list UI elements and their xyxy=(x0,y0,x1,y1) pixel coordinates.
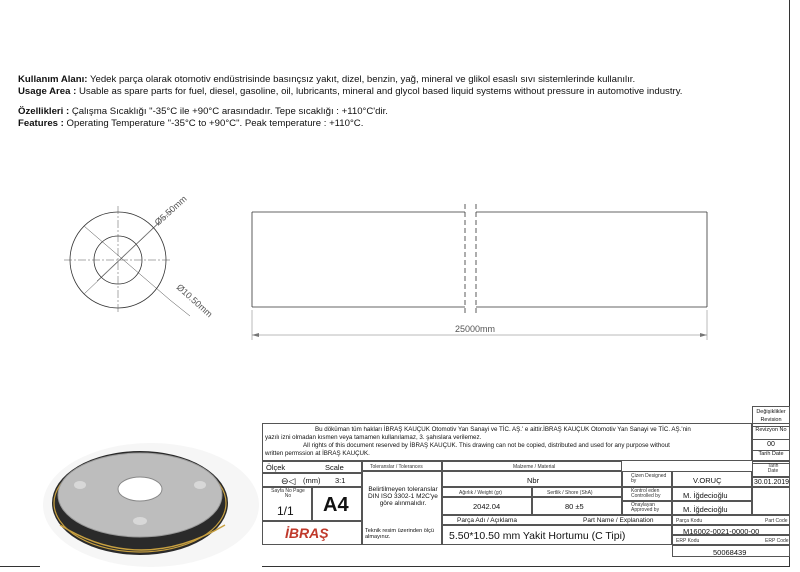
logo-cell xyxy=(262,521,362,545)
shore-cell: 80 ±5 xyxy=(532,497,622,515)
length-label: 25000mm xyxy=(455,324,496,334)
part-code-header: Parça Kodu Part Code xyxy=(672,515,790,525)
company-logo: İBRAŞ xyxy=(285,525,329,541)
page-cell: Sayfa No Page No 1/1 xyxy=(262,487,312,521)
part-name-cell xyxy=(442,525,672,545)
revision-date-label: Tarih Date xyxy=(752,451,790,464)
outer-diameter-label: Ø10.50mm xyxy=(174,282,215,320)
scale-values: ⊖◁ (mm) 3:1 xyxy=(262,473,362,487)
revision-no-cell xyxy=(752,423,790,461)
hose-section-view xyxy=(64,194,214,320)
tolerances-header: Toleranslar / Tolerances xyxy=(362,461,442,471)
erp-code: 50068439 xyxy=(713,548,747,557)
features-en-text: Operating Temperature "-35°C to +90°C". Peak temperature : +110°C. xyxy=(63,118,364,129)
usage-tr-text: Yedek parça olarak otomotiv endüstrisinde basınçsız yakıt, dizel, benzin, yağ, mineral ve glikol esaslı sıvı sistemlerinde kullanılır. xyxy=(87,74,636,85)
usage-tr-label: Kullanım Alanı: xyxy=(18,74,88,85)
scale-header: Ölçek Scale xyxy=(262,461,362,473)
blank-rev-cell xyxy=(752,487,790,515)
date-label-cell: Tarih Date xyxy=(752,461,790,477)
approved-cell: M. İğdecioğlu xyxy=(672,501,752,515)
weight-cell: 2042.04 xyxy=(442,497,532,515)
erp-cell xyxy=(672,545,790,557)
part-code: M16002-0021-0000-00 xyxy=(683,527,760,535)
drawn-label: Çizen Designed by xyxy=(622,471,672,487)
revision-header: Değişiklikler Revision xyxy=(752,406,790,427)
material-header: Malzeme / Material xyxy=(442,461,622,471)
features-en-label: Features : xyxy=(18,118,64,129)
usage-en-label: Usage Area : xyxy=(18,86,77,97)
part-name-header: Parça Adı / Açıklama Part Name / Explanation xyxy=(442,515,672,525)
revision-no-label: Revizyon No xyxy=(752,427,790,440)
paper-size-cell: A4 xyxy=(312,487,362,521)
revision-no: 00 xyxy=(752,440,790,451)
product-photo xyxy=(40,425,262,567)
copyright-notice: Bu döküman tüm hakları İBRAŞ KAUÇUK Otomotiv Yan Sanayi ve TİC. AŞ.' e aittir.İBRAŞ KAUÇUK Otomotiv Yan Sanayi ve TİC. AŞ.'nin yazılı izni olmadan kısmen veya tamamen kullanılamaz, 3. şahıslara verilemez. All rights of this document reserved by İBRAŞ KAUÇUK. This drawing can not be copied, distributed and used for any purpose without written permssion at İBRAŞ KAUÇUK. xyxy=(262,423,752,461)
outer-dim-leader xyxy=(170,300,190,316)
material-cell: Nbr xyxy=(442,471,622,487)
weight-header: Ağırlık / Weight (gr) xyxy=(442,487,532,497)
checked-cell: M. İğdecioğlu xyxy=(672,487,752,501)
part-code-cell xyxy=(672,525,790,535)
erp-header: ERP Kodu ERP Code xyxy=(672,535,790,545)
approved-label: Onaylayan Approved by xyxy=(622,501,672,515)
features-tr-label: Özellikleri : xyxy=(18,106,70,117)
drawn-cell: V.ORUÇ xyxy=(672,471,752,487)
features-tr-text: Çalışma Sıcaklığı "-35°C ile +90°C arasındadır. Tepe sıcaklığı : +110°C'dir. xyxy=(69,106,388,117)
tolerances-cell: Belirtilmeyen toleranslar DIN ISO 3302-1 M2C'ye göre alınmalıdır. Teknik resim üzerinden ölçü almayınız. xyxy=(362,471,442,545)
hose-side-view xyxy=(252,204,707,340)
checked-label: Kontrol eden Controlled by xyxy=(622,487,672,501)
projection-icon: ⊖◁ xyxy=(281,476,296,486)
usage-en-text: Usable as spare parts for fuel, diesel, gasoline, oil, lubricants, mineral and glycol based liquid systems without pressure in automotive industry. xyxy=(76,86,683,97)
title-block xyxy=(262,423,790,569)
shore-header: Sertlik / Shore (ShA) xyxy=(532,487,622,497)
outer-dim-line xyxy=(84,226,170,300)
part-name: 5.50*10.50 mm Yakit Hortumu (C Tipi) xyxy=(449,530,626,542)
inner-diameter-label: Ø5.50mm xyxy=(152,193,189,228)
date-cell: 30.01.2019 xyxy=(754,479,790,486)
inner-dim-line xyxy=(84,222,160,294)
